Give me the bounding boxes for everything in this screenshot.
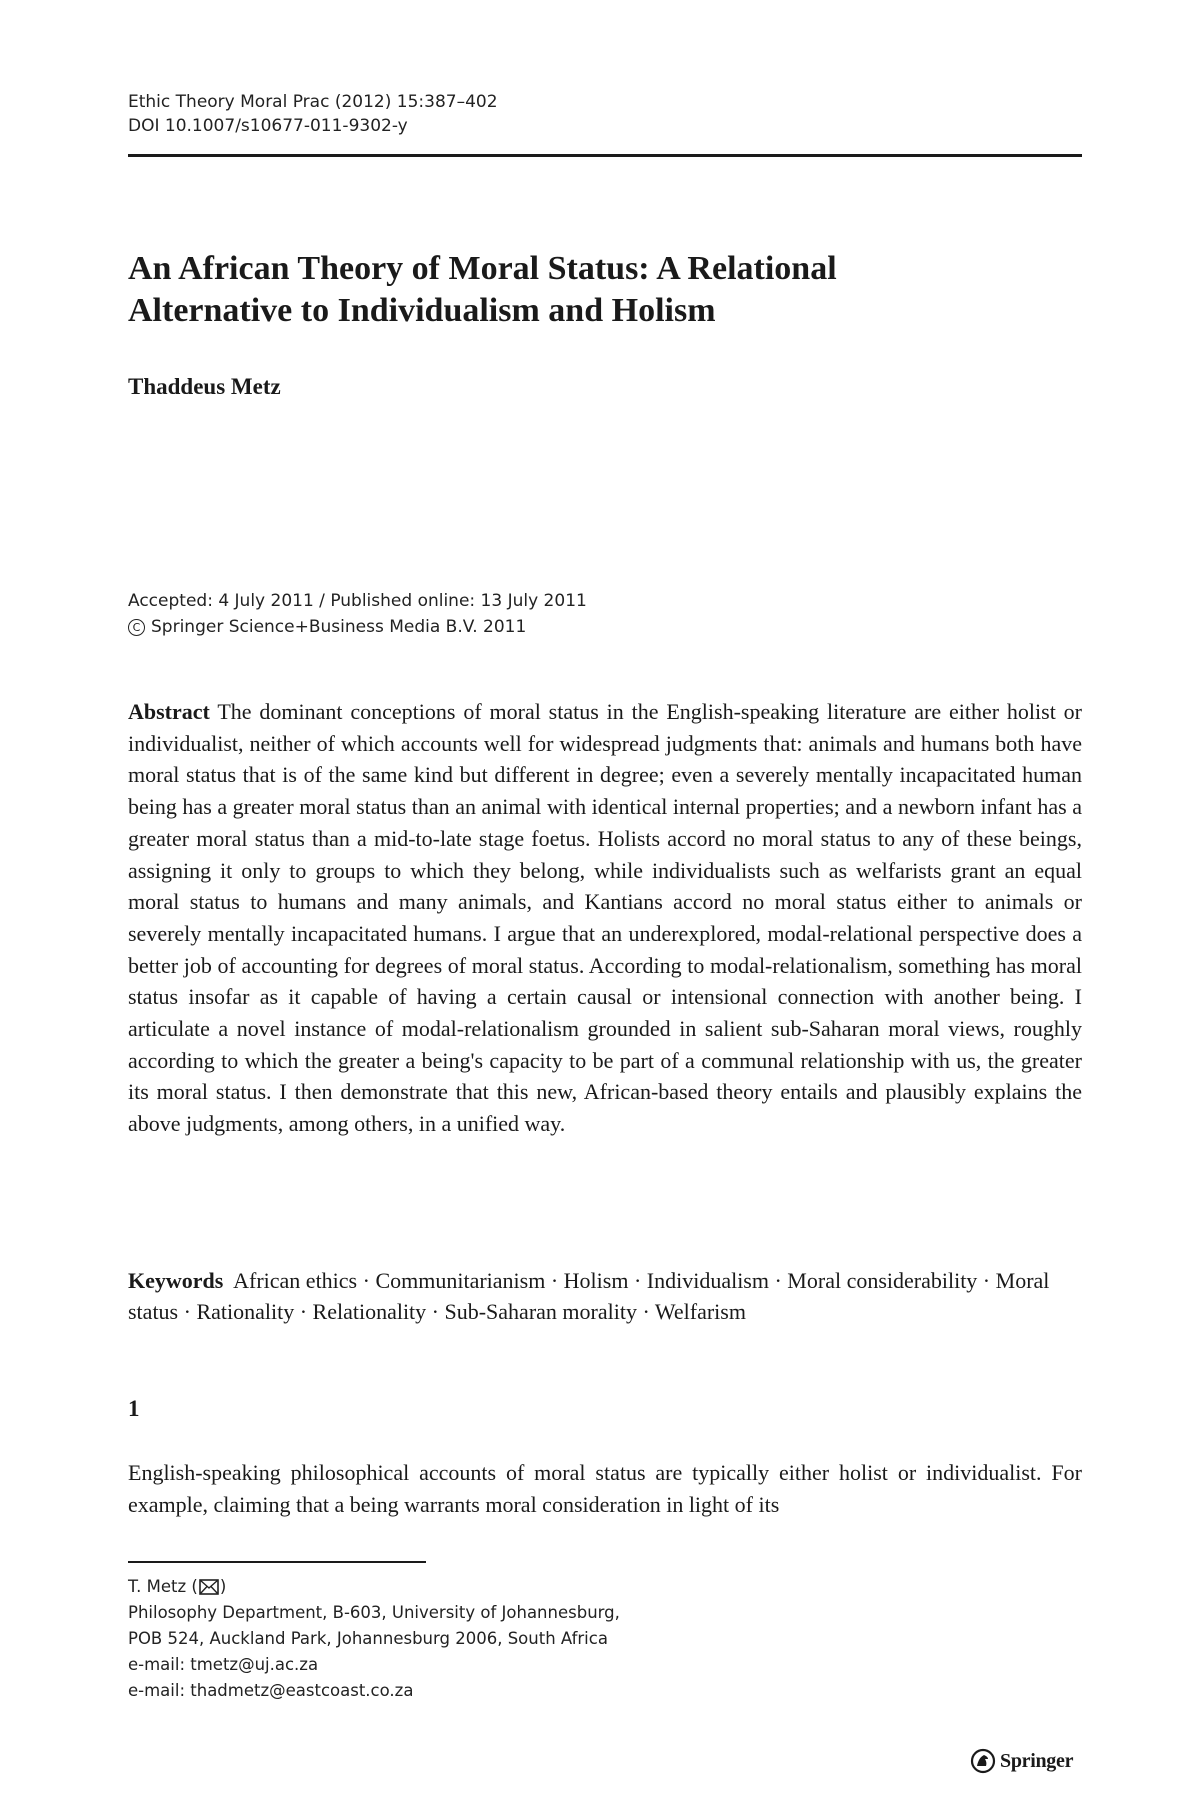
keywords (128, 1265, 1082, 1327)
intro-paragraph: English-speaking philosophical accounts of moral status are typically either holist or individualist. For example, claiming that a being warrants moral consideration in light of its (128, 1460, 1082, 1517)
postal-address: POB 524, Auckland Park, Johannesburg 2006, South Africa (128, 1629, 608, 1648)
abstract (128, 696, 1082, 1140)
accepted-published-dates: Accepted: 4 July 2011 / Published online: 13 July 2011 (128, 591, 587, 611)
title-line-2: Alternative to Individualism and Holism (128, 292, 716, 329)
author-affiliation (128, 1574, 620, 1704)
copyright-line (128, 614, 587, 640)
keywords-label: Keywords (128, 1268, 224, 1293)
abstract-label: Abstract (128, 699, 210, 724)
doi: DOI 10.1007/s10677-011-9302-y (128, 116, 408, 136)
publisher-logo (970, 1746, 1073, 1776)
title-line-1: An African Theory of Moral Status: A Relational (128, 250, 837, 287)
journal-citation: Ethic Theory Moral Prac (2012) 15:387–402 (128, 92, 498, 112)
author-name: Thaddeus Metz (128, 374, 281, 399)
footnote-rule (128, 1561, 426, 1563)
journal-header (128, 90, 498, 138)
article-title (128, 248, 1068, 332)
abstract-text: The dominant conceptions of moral status in the English-speaking literature are either holist or individualist, neither of which accounts well for widespread judgments that: animals and humans both have moral status that is of the same kind but different in degree; even a severely mentally incapacitated human being has a greater moral status than an animal with identical internal properties; and a newborn infant has a greater moral status than a mid-to-late stage foetus. Holists accord no moral status to any of these beings, assigning it only to groups to which they belong, while individualists such as welfarists grant an equal moral status to humans and many animals, and Kantians accord no moral status either to animals or severely mentally incapacitated humans. I argue that an underexplored, modal-relational perspective does a better job of accounting for degrees of moral status. According to modal-relationalism, something has moral status insofar as it capable of having a certain causal or intensional connection with another being. I articulate a novel instance of modal-relationalism grounded in salient sub-Saharan moral views, roughly according to which the greater a being's capacity to be part of a communal relationship with us, the greater its moral status. I then demonstrate that this new, African-based theory entails and plausibly explains the above judgments, among others, in a unified way. (128, 699, 1082, 1137)
header-rule (128, 154, 1082, 157)
copyright-icon: C (128, 619, 145, 636)
copyright-holder: Springer Science+Business Media B.V. 2011 (151, 617, 527, 637)
mail-icon (199, 1579, 219, 1595)
email-1[interactable]: e-mail: tmetz@uj.ac.za (128, 1655, 319, 1674)
section-number: 1 (128, 1396, 140, 1421)
keywords-list: African ethics · Communitarianism · Holism · Individualism · Moral considerability · Moral status · Rationality · Relationality · Sub-Saharan morality · Welfarism (128, 1268, 1050, 1324)
publication-dates (128, 588, 587, 640)
springer-horse-icon (970, 1748, 996, 1774)
publisher-name: Springer (1000, 1749, 1074, 1772)
corresponding-author: T. Metz ( ) (128, 1577, 227, 1596)
department: Philosophy Department, B-603, University of Johannesburg, (128, 1603, 620, 1622)
email-2[interactable]: e-mail: thadmetz@eastcoast.co.za (128, 1681, 414, 1700)
